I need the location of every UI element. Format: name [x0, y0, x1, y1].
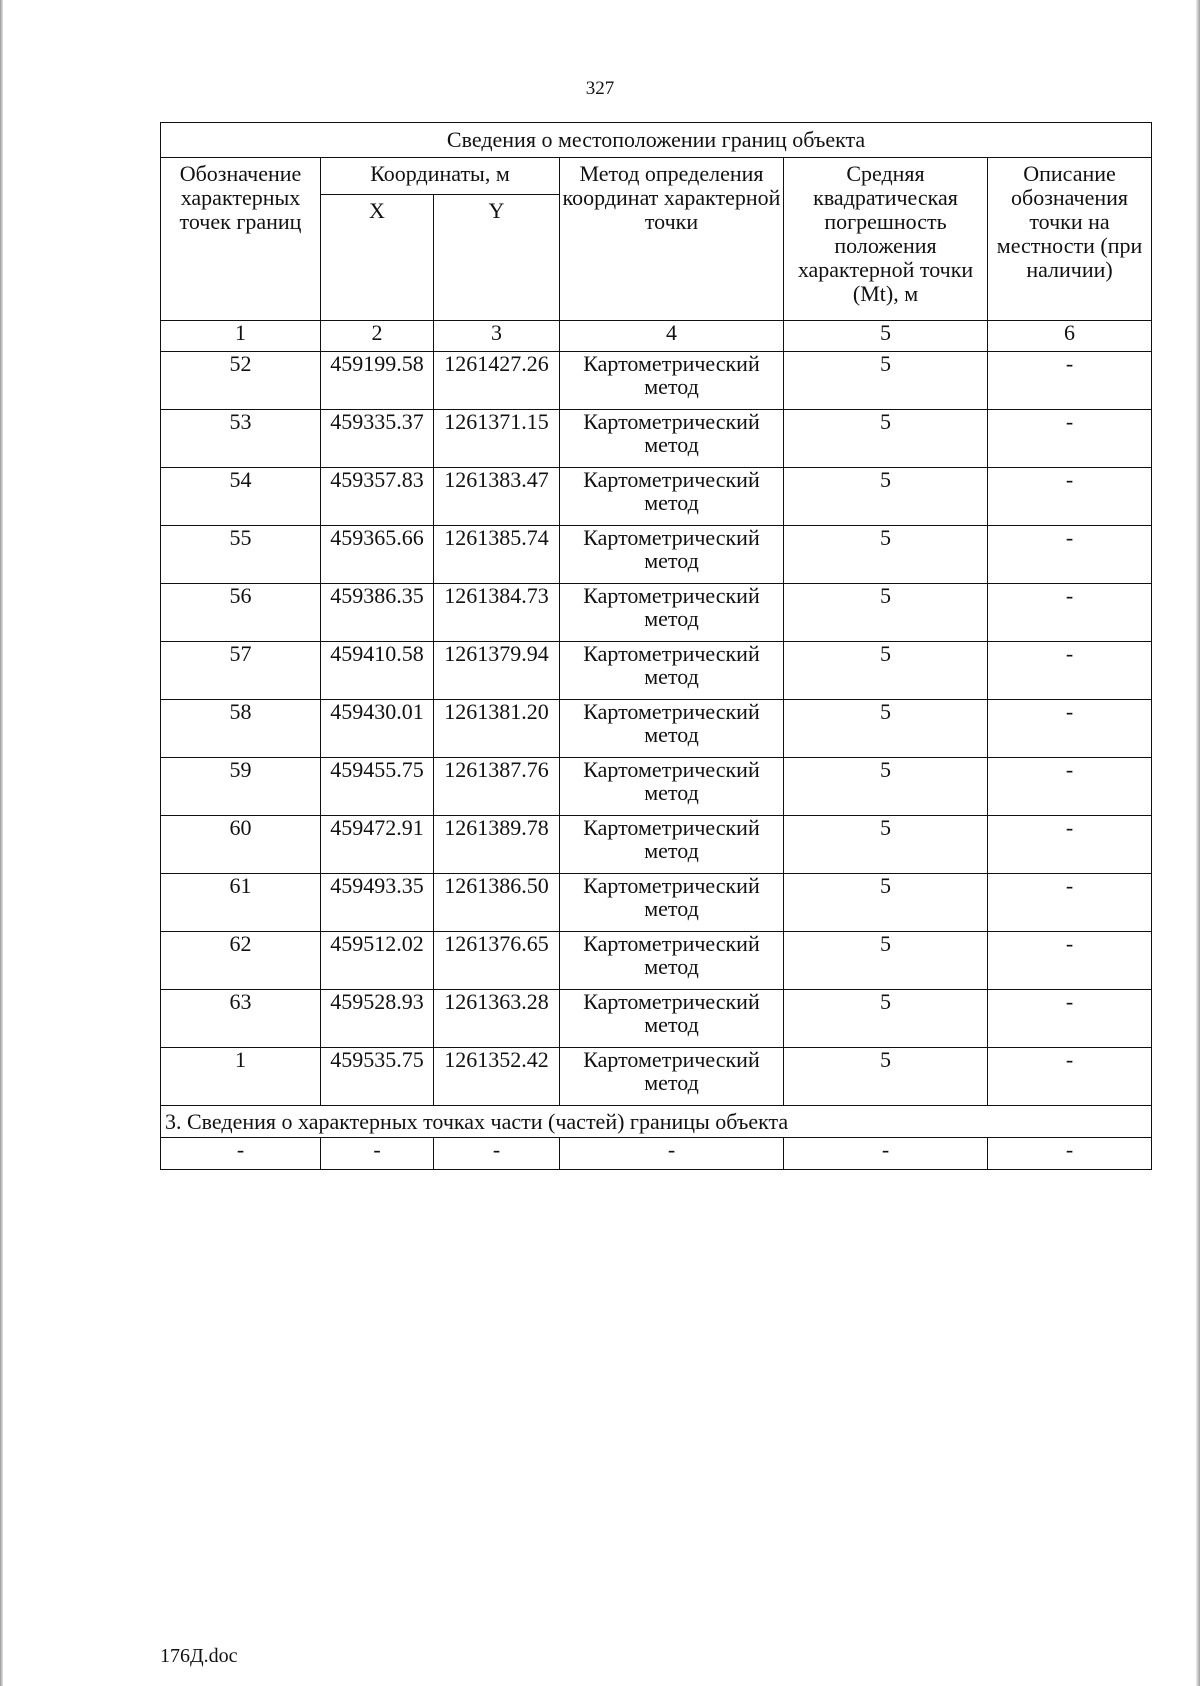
method-cell: Картометрический метод	[560, 1048, 784, 1106]
table-row	[161, 990, 1152, 1048]
method-cell: Картометрический метод	[560, 526, 784, 584]
error-cell: 5	[784, 352, 988, 410]
column-number: 1	[161, 321, 321, 352]
description-cell: -	[988, 1048, 1152, 1106]
empty-cell: -	[161, 1138, 321, 1170]
y-coordinate-cell: 1261385.74	[434, 526, 560, 584]
error-cell: 5	[784, 874, 988, 932]
x-coordinate-cell: 459386.35	[321, 584, 434, 642]
method-cell: Картометрический метод	[560, 932, 784, 990]
x-coordinate-cell: 459357.83	[321, 468, 434, 526]
column-number: 4	[560, 321, 784, 352]
table-row	[161, 874, 1152, 932]
method-cell: Картометрический метод	[560, 352, 784, 410]
table-row	[161, 468, 1152, 526]
y-coordinate-cell: 1261363.28	[434, 990, 560, 1048]
x-coordinate-cell: 459365.66	[321, 526, 434, 584]
description-cell: -	[988, 874, 1152, 932]
method-cell: Картометрический метод	[560, 990, 784, 1048]
y-coordinate-cell: 1261352.42	[434, 1048, 560, 1106]
empty-cell: -	[321, 1138, 434, 1170]
y-coordinate-cell: 1261379.94	[434, 642, 560, 700]
point-number-cell: 59	[161, 758, 321, 816]
table-row	[161, 352, 1152, 410]
point-number-cell: 53	[161, 410, 321, 468]
empty-cell: -	[434, 1138, 560, 1170]
table-row	[161, 816, 1152, 874]
description-cell: -	[988, 758, 1152, 816]
y-coordinate-cell: 1261371.15	[434, 410, 560, 468]
error-cell: 5	[784, 410, 988, 468]
empty-cell: -	[560, 1138, 784, 1170]
x-coordinate-cell: 459472.91	[321, 816, 434, 874]
table-title: Сведения о местоположении границ объекта	[161, 123, 1152, 158]
x-coordinate-cell: 459535.75	[321, 1048, 434, 1106]
x-coordinate-cell: 459410.58	[321, 642, 434, 700]
x-coordinate-cell: 459199.58	[321, 352, 434, 410]
column-number: 5	[784, 321, 988, 352]
header-x: X	[321, 195, 434, 321]
section-empty-row	[161, 1138, 1152, 1170]
y-coordinate-cell: 1261386.50	[434, 874, 560, 932]
method-cell: Картометрический метод	[560, 410, 784, 468]
x-coordinate-cell: 459430.01	[321, 700, 434, 758]
document-filename: 176Д.doc	[160, 1645, 238, 1667]
x-coordinate-cell: 459455.75	[321, 758, 434, 816]
section-title: 3. Сведения о характерных точках части (частей) границы объекта	[161, 1106, 1152, 1138]
header-error: Средняя квадратическая погрешность положения характерной точки (Mt), м	[784, 158, 988, 321]
method-cell: Картометрический метод	[560, 700, 784, 758]
point-number-cell: 1	[161, 1048, 321, 1106]
column-number-row	[161, 321, 1152, 352]
error-cell: 5	[784, 700, 988, 758]
point-number-cell: 60	[161, 816, 321, 874]
description-cell: -	[988, 526, 1152, 584]
error-cell: 5	[784, 990, 988, 1048]
method-cell: Картометрический метод	[560, 874, 784, 932]
point-number-cell: 62	[161, 932, 321, 990]
description-cell: -	[988, 468, 1152, 526]
table-row	[161, 932, 1152, 990]
y-coordinate-cell: 1261381.20	[434, 700, 560, 758]
y-coordinate-cell: 1261383.47	[434, 468, 560, 526]
x-coordinate-cell: 459493.35	[321, 874, 434, 932]
y-coordinate-cell: 1261387.76	[434, 758, 560, 816]
header-coordinates: Координаты, м	[321, 158, 560, 195]
column-number: 6	[988, 321, 1152, 352]
header-designation: Обозначение характерных точек границ	[161, 158, 321, 321]
description-cell: -	[988, 932, 1152, 990]
error-cell: 5	[784, 932, 988, 990]
point-number-cell: 63	[161, 990, 321, 1048]
table-row	[161, 1048, 1152, 1106]
table-row	[161, 758, 1152, 816]
method-cell: Картометрический метод	[560, 816, 784, 874]
description-cell: -	[988, 700, 1152, 758]
column-number: 2	[321, 321, 434, 352]
error-cell: 5	[784, 1048, 988, 1106]
point-number-cell: 57	[161, 642, 321, 700]
table-row	[161, 700, 1152, 758]
x-coordinate-cell: 459528.93	[321, 990, 434, 1048]
table-row	[161, 410, 1152, 468]
y-coordinate-cell: 1261427.26	[434, 352, 560, 410]
point-number-cell: 54	[161, 468, 321, 526]
description-cell: -	[988, 410, 1152, 468]
empty-cell: -	[784, 1138, 988, 1170]
y-coordinate-cell: 1261376.65	[434, 932, 560, 990]
method-cell: Картометрический метод	[560, 758, 784, 816]
description-cell: -	[988, 352, 1152, 410]
description-cell: -	[988, 642, 1152, 700]
error-cell: 5	[784, 758, 988, 816]
y-coordinate-cell: 1261384.73	[434, 584, 560, 642]
description-cell: -	[988, 816, 1152, 874]
empty-cell: -	[988, 1138, 1152, 1170]
point-number-cell: 55	[161, 526, 321, 584]
point-number-cell: 58	[161, 700, 321, 758]
error-cell: 5	[784, 526, 988, 584]
x-coordinate-cell: 459335.37	[321, 410, 434, 468]
column-number: 3	[434, 321, 560, 352]
error-cell: 5	[784, 468, 988, 526]
boundary-coordinates-table	[160, 122, 1152, 1170]
header-description: Описание обозначения точки на местности (при наличии)	[988, 158, 1152, 321]
point-number-cell: 56	[161, 584, 321, 642]
error-cell: 5	[784, 584, 988, 642]
error-cell: 5	[784, 642, 988, 700]
page-number: 327	[585, 78, 615, 99]
y-coordinate-cell: 1261389.78	[434, 816, 560, 874]
description-cell: -	[988, 990, 1152, 1048]
header-y: Y	[434, 195, 560, 321]
table-row	[161, 584, 1152, 642]
scan-edge-right	[1196, 0, 1200, 1686]
header-method: Метод определения координат характерной точки	[560, 158, 784, 321]
point-number-cell: 52	[161, 352, 321, 410]
description-cell: -	[988, 584, 1152, 642]
table-row	[161, 642, 1152, 700]
scan-edge-left	[0, 0, 3, 1686]
table-row	[161, 526, 1152, 584]
method-cell: Картометрический метод	[560, 584, 784, 642]
method-cell: Картометрический метод	[560, 642, 784, 700]
point-number-cell: 61	[161, 874, 321, 932]
x-coordinate-cell: 459512.02	[321, 932, 434, 990]
method-cell: Картометрический метод	[560, 468, 784, 526]
error-cell: 5	[784, 816, 988, 874]
